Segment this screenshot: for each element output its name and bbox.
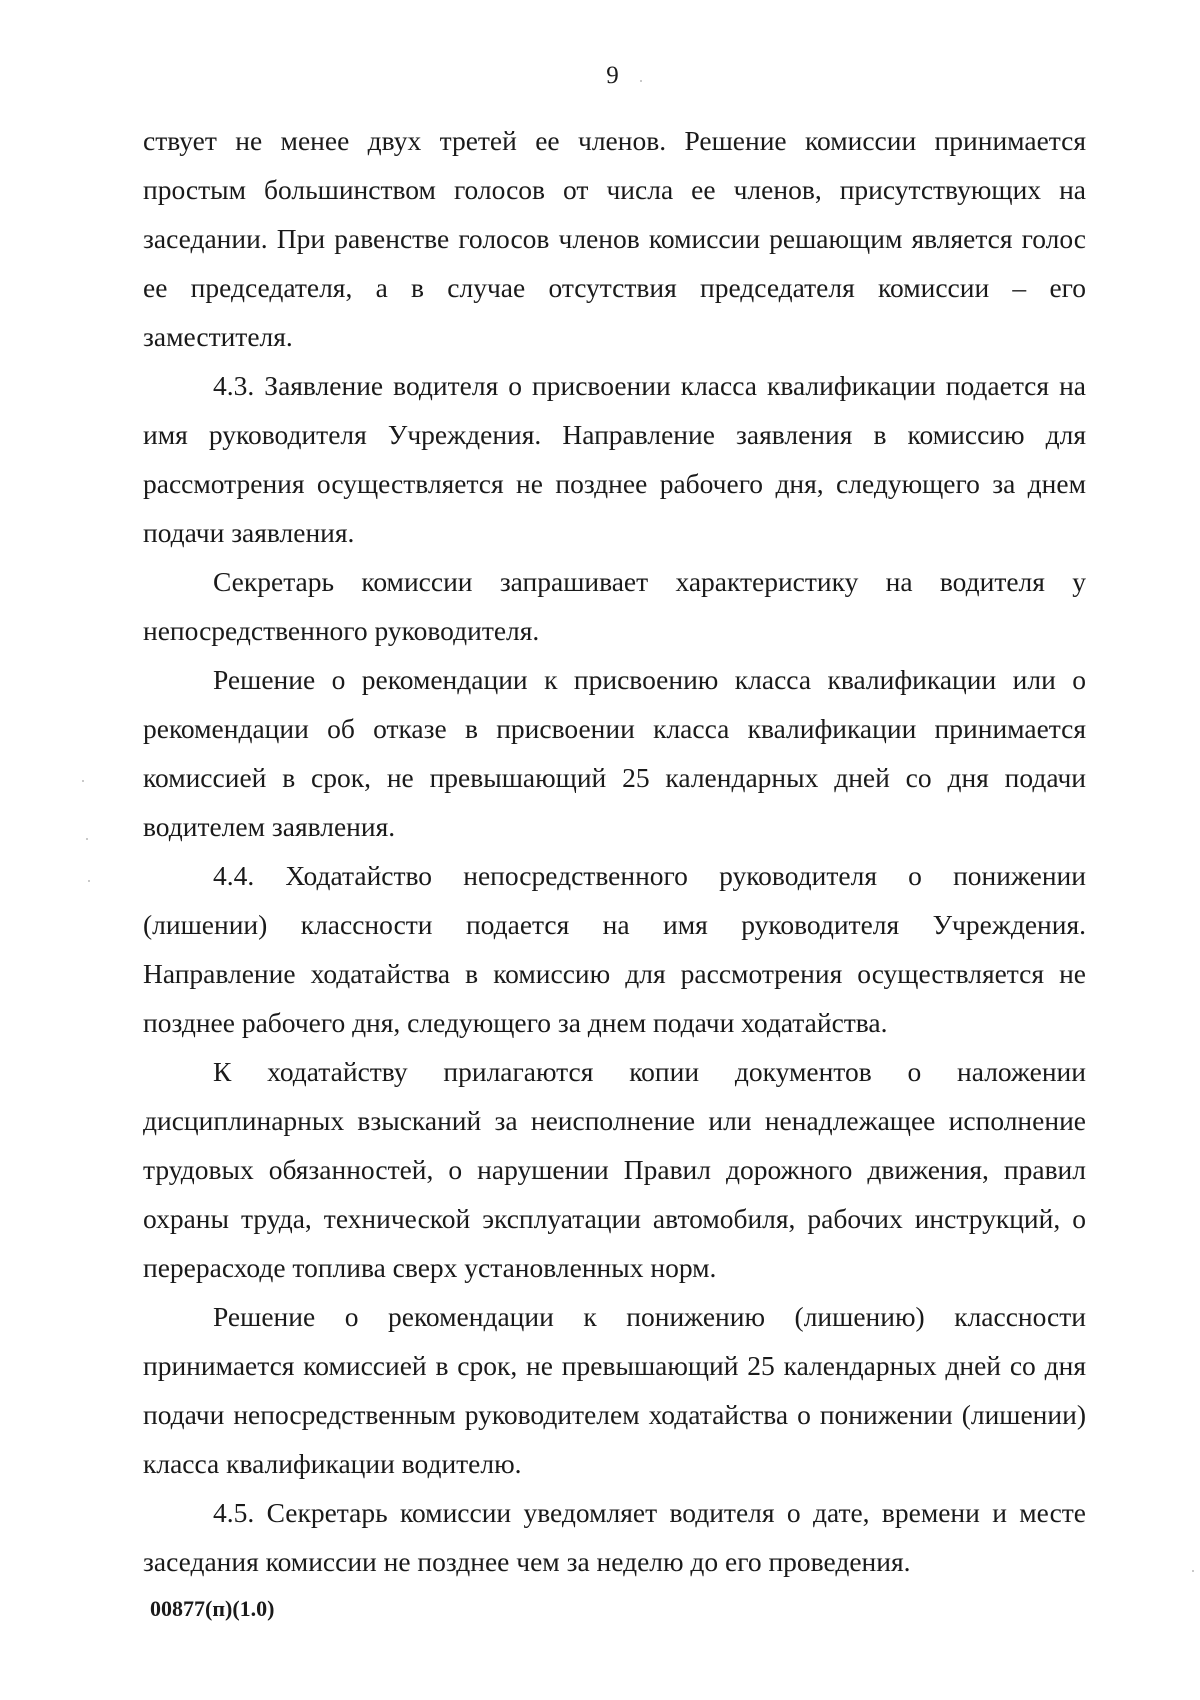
- paragraph-4-4: 4.4. Ходатайство непосредственного руководителя о понижении (лишении) классности подается на имя руководителя Учреждения. Направление ходатайства в комиссию для рассмотрения осуществляется не позднее рабочего дня, следующего за днем подачи ходатайства.: [143, 860, 1086, 1038]
- scan-speck: [82, 780, 84, 782]
- scan-speck: [1192, 1570, 1194, 1572]
- paragraph-4-5: 4.5. Секретарь комиссии уведомляет водителя о дате, времени и месте заседания комиссии не позднее чем за неделю до его проведения.: [143, 1497, 1086, 1577]
- scan-speck: [640, 80, 642, 82]
- scan-speck: [86, 838, 88, 840]
- paragraph-downgrade-decision: Решение о рекомендации к понижению (лишению) классности принимается комиссией в срок, не превышающий 25 календарных дней со дня подачи непосредственным руководителем ходатайства о понижении (лишении) класса квалификации водителю.: [143, 1301, 1086, 1479]
- paragraph-4-3: 4.3. Заявление водителя о присвоении класса квалификации подается на имя руководителя Учреждения. Направление заявления в комиссию для рассмотрения осуществляется не позднее рабочего дня, следующего за днем подачи заявления.: [143, 370, 1086, 548]
- page-number: 9: [606, 62, 619, 89]
- paragraph-continuation: ствует не менее двух третей ее членов. Решение комиссии принимается простым большинством голосов от числа ее членов, присутствующих на заседании. При равенстве голосов членов комиссии решающим является голос ее председателя, а в случае отсутствия председателя комиссии – его заместителя.: [143, 125, 1086, 352]
- paragraph-assignment-decision: Решение о рекомендации к присвоению класса квалификации или о рекомендации об отказе в присвоении класса квалификации принимается комиссией в срок, не превышающий 25 календарных дней со дня подачи водителем заявления.: [143, 664, 1086, 842]
- document-body: [143, 116, 1086, 1586]
- document-code: 00877(п)(1.0): [150, 1596, 275, 1621]
- paragraph-secretary-request: Секретарь комиссии запрашивает характеристику на водителя у непосредственного руководителя.: [143, 566, 1086, 646]
- paragraph-attachments: К ходатайству прилагаются копии документов о наложении дисциплинарных взысканий за неисполнение или ненадлежащее исполнение трудовых обязанностей, о нарушении Правил дорожного движения, правил охраны труда, технической эксплуатации автомобиля, рабочих инструкций, о перерасходе топлива сверх установленных норм.: [143, 1056, 1086, 1283]
- scan-speck: [88, 880, 90, 882]
